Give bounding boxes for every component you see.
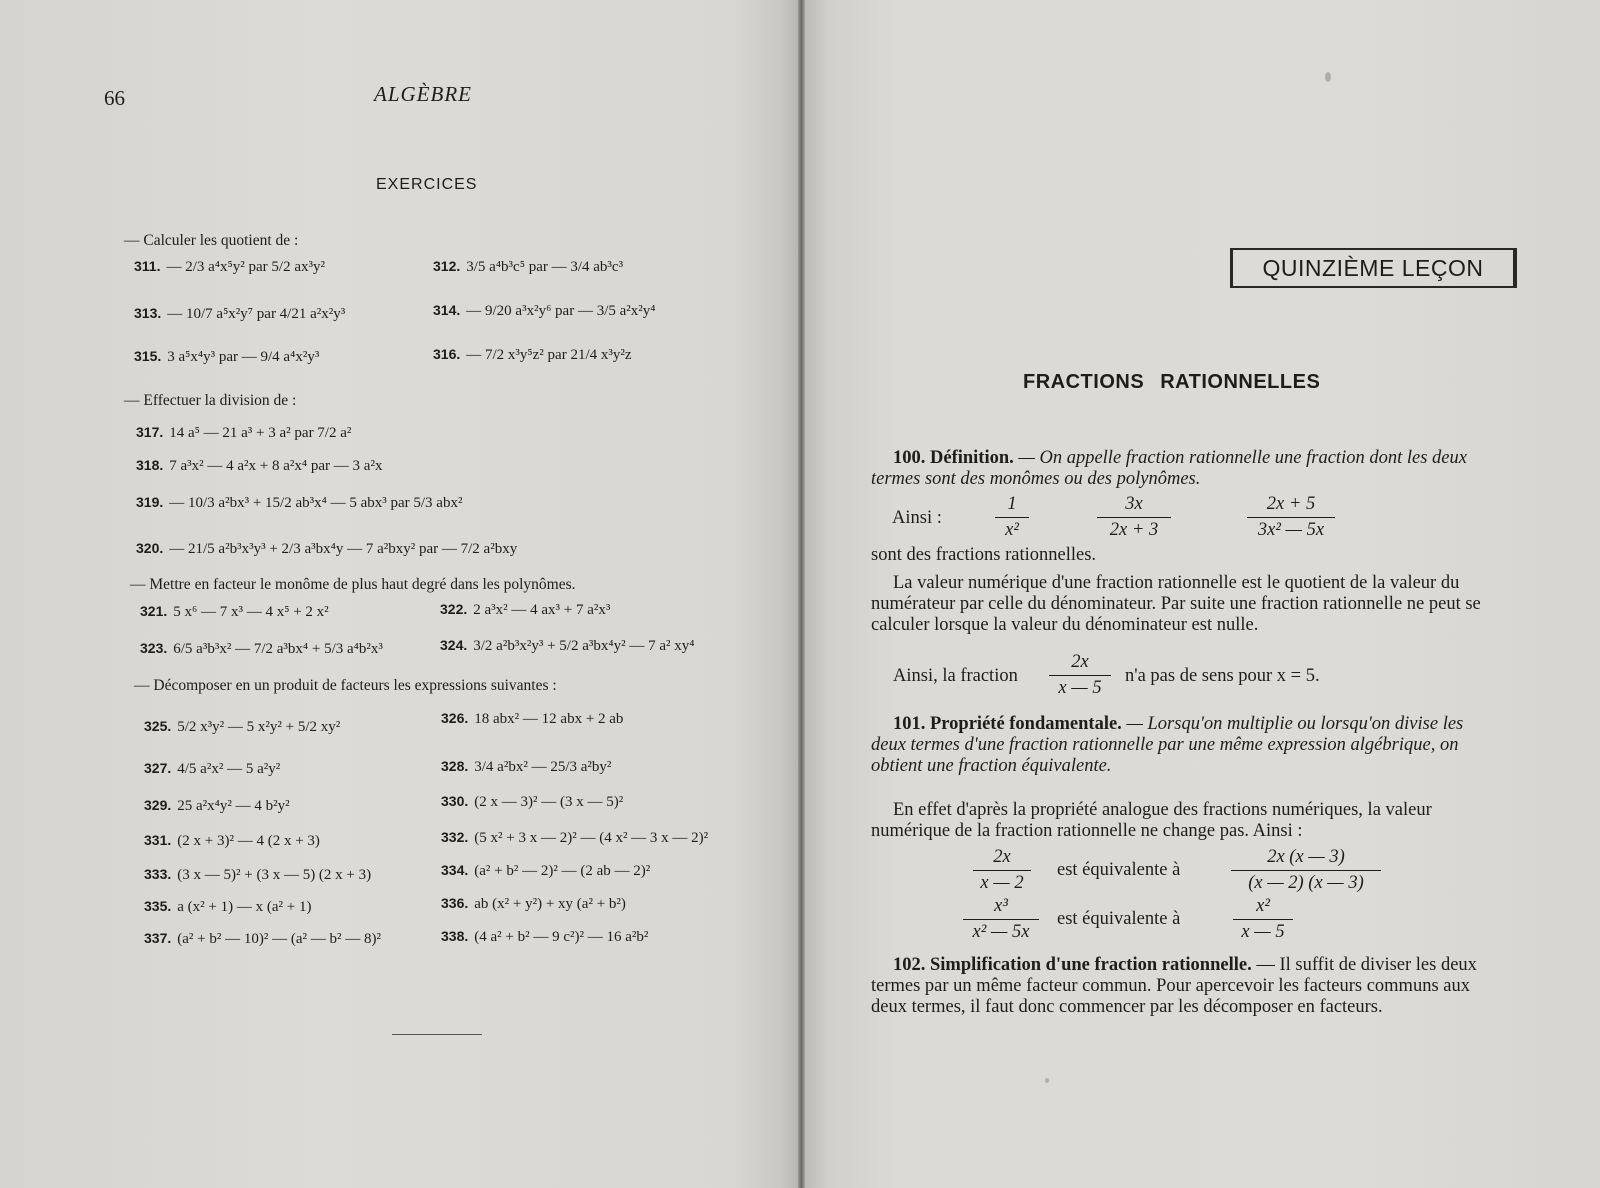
fraction-denominator: x — 2 <box>980 873 1024 893</box>
ainsi-la-fraction: Ainsi, la fraction <box>893 666 1018 686</box>
ainsi-label: Ainsi : <box>892 508 942 528</box>
example-fraction-2 <box>1097 494 1171 541</box>
exercise-330 <box>441 793 623 811</box>
exercise-number: 319. <box>136 494 164 510</box>
exercise-331 <box>144 832 320 850</box>
exercise-text: (4 a² + b² — 9 c²)² — 16 a²b² <box>474 929 649 945</box>
exercise-text: (2 x + 3)² — 4 (2 x + 3) <box>177 833 320 849</box>
equiv-1-right <box>1231 847 1381 894</box>
section-101-property <box>871 714 1483 777</box>
exercise-325 <box>144 718 340 736</box>
exercise-number: 327. <box>144 760 172 776</box>
exercise-text: 18 abx² — 12 abx + 2 ab <box>474 711 624 727</box>
exercise-number: 316. <box>433 346 461 362</box>
exercise-number: 331. <box>144 832 172 848</box>
fraction-numerator: 3x <box>1097 494 1171 518</box>
exercise-number: 322. <box>440 601 468 617</box>
exercise-323 <box>140 640 383 658</box>
exercise-text: 3/5 a⁴b³c⁵ par — 3/4 ab³c³ <box>466 259 624 275</box>
exercise-332 <box>441 829 708 847</box>
exercise-313 <box>134 305 345 323</box>
exercise-text: — 9/20 a³x²y⁶ par — 3/5 a²x²y⁴ <box>466 303 656 319</box>
effet-paragraph: En effet d'après la propriété analogue des fractions numériques, la valeur numérique de la fraction rationnelle ne change pas. Ainsi : <box>871 800 1432 841</box>
exercise-text: (a² + b² — 2)² — (2 ab — 2)² <box>474 863 651 879</box>
exercise-321 <box>140 603 329 621</box>
exercise-text: 3/4 a²bx² — 25/3 a²by² <box>474 759 612 775</box>
no-sense-text: n'a pas de sens pour x = 5. <box>1125 666 1320 686</box>
exercise-number: 313. <box>134 305 162 321</box>
exercise-number: 326. <box>441 710 469 726</box>
example-fraction-3 <box>1247 494 1335 541</box>
section-101-body: — Lorsqu'on multiplie ou lorsqu'on divise les deux termes d'une fraction rationnelle par une même expression algébrique, on obtient une fraction équivalente. <box>871 714 1464 776</box>
exercise-text: ab (x² + y²) + xy (a² + b²) <box>474 896 626 912</box>
exercise-number: 318. <box>136 457 164 473</box>
paper-speck <box>1045 1078 1049 1083</box>
exercise-text: 5/2 x³y² — 5 x²y² + 5/2 xy² <box>177 719 341 735</box>
example-fraction-1 <box>995 494 1029 541</box>
fraction-numerator: x³ <box>963 896 1039 920</box>
exercise-number: 315. <box>134 348 162 364</box>
exercise-text: 25 a²x⁴y² — 4 b²y² <box>177 798 290 814</box>
running-title: ALGÈBRE <box>374 82 472 106</box>
exercise-text: 3 a⁵x⁴y³ par — 9/4 a⁴x²y³ <box>167 349 320 365</box>
fraction-denominator: 2x + 3 <box>1109 520 1159 540</box>
fraction-denominator: 3x² — 5x <box>1257 520 1325 540</box>
exercise-329 <box>144 797 290 815</box>
lesson-label: QUINZIÈME LEÇON <box>1230 248 1517 288</box>
fraction-denominator: (x — 2) (x — 3) <box>1248 873 1364 893</box>
exercise-text: — 21/5 a²b³x³y³ + 2/3 a³bx⁴y — 7 a²bxy² par — 7/2 a²bxy <box>169 541 518 557</box>
exercise-number: 333. <box>144 866 172 882</box>
prompt-division: — Effectuer la division de : <box>124 392 297 409</box>
exercise-number: 321. <box>140 603 168 619</box>
exercise-text: (3 x — 5)² + (3 x — 5) (2 x + 3) <box>177 867 372 883</box>
prompt-quotient: — Calculer les quotient de : <box>124 232 299 249</box>
exercise-number: 323. <box>140 640 168 656</box>
exercise-text: 3/2 a²b³x²y³ + 5/2 a³bx⁴y² — 7 a² xy⁴ <box>473 638 695 654</box>
fraction-numerator: 2x <box>973 847 1031 871</box>
book-gutter <box>798 0 805 1188</box>
exercise-text: 14 a⁵ — 21 a³ + 3 a² par 7/2 a² <box>169 425 352 441</box>
exercise-number: 328. <box>441 758 469 774</box>
fraction-numerator: 2x + 5 <box>1247 494 1335 518</box>
exercise-314 <box>433 302 656 320</box>
exercises-title: EXERCICES <box>376 176 478 193</box>
fraction-example <box>1049 652 1111 699</box>
section-100-definition <box>871 448 1483 490</box>
exercise-text: (a² + b² — 10)² — (a² — b² — 8)² <box>177 931 381 947</box>
exercise-number: 320. <box>136 540 164 556</box>
exercise-text: — 10/3 a²bx³ + 15/2 ab³x⁴ — 5 abx³ par 5/3 abx² <box>169 495 463 511</box>
exercise-text: 4/5 a²x² — 5 a²y² <box>177 761 281 777</box>
section-102-body: — Il suffit de diviser les deux termes par un même facteur commun. Pour apercevoir les facteurs communs aux deux termes, il faut donc commencer par les décomposer en facteurs. <box>871 955 1477 1017</box>
equiv-2-left <box>963 896 1039 943</box>
exercise-337 <box>144 930 381 948</box>
exercise-number: 317. <box>136 424 164 440</box>
prompt-factor: — Mettre en facteur le monôme de plus haut degré dans les polynômes. <box>130 576 576 593</box>
equiv-1-text: est équivalente à <box>1057 860 1181 880</box>
exercise-number: 334. <box>441 862 469 878</box>
exercise-312 <box>433 258 623 276</box>
exercise-text: (2 x — 3)² — (3 x — 5)² <box>474 794 624 810</box>
exercise-328 <box>441 758 611 776</box>
right-page <box>805 0 1600 1188</box>
chapter-title: FRACTIONS RATIONNELLES <box>1023 371 1321 393</box>
sont-text: sont des fractions rationnelles. <box>871 545 1097 565</box>
exercise-number: 337. <box>144 930 172 946</box>
fraction-denominator: x — 5 <box>1241 922 1285 942</box>
equiv-2-text: est équivalente à <box>1057 909 1181 929</box>
fraction-numerator: 2x (x — 3) <box>1231 847 1381 871</box>
exercise-text: — 7/2 x³y⁵z² par 21/4 x³y²z <box>466 347 632 363</box>
exercise-number: 335. <box>144 898 172 914</box>
exercise-number: 314. <box>433 302 461 318</box>
section-102-simplification <box>871 955 1483 1018</box>
exercise-number: 324. <box>440 637 468 653</box>
closing-rule <box>392 1034 482 1035</box>
equiv-1-left <box>973 847 1031 894</box>
exercise-311 <box>134 258 325 276</box>
exercise-number: 332. <box>441 829 469 845</box>
exercise-number: 336. <box>441 895 469 911</box>
section-102-heading: 102. Simplification d'une fraction rationnelle. <box>893 955 1252 975</box>
exercise-322 <box>440 601 610 619</box>
page-number: 66 <box>104 86 125 110</box>
section-100-body: — On appelle fraction rationnelle une fraction dont les deux termes sont des monômes ou des polynômes. <box>871 448 1467 489</box>
exercise-number: 312. <box>433 258 461 274</box>
exercise-text: — 2/3 a⁴x⁵y² par 5/2 ax³y² <box>166 259 325 275</box>
exercise-text: (5 x² + 3 x — 2)² — (4 x² — 3 x — 2)² <box>474 830 709 846</box>
exercise-320 <box>136 540 517 558</box>
exercise-316 <box>433 346 632 364</box>
exercise-number: 311. <box>134 258 161 274</box>
fraction-denominator: x — 5 <box>1058 678 1102 698</box>
exercise-334 <box>441 862 650 880</box>
exercise-number: 325. <box>144 718 172 734</box>
paper-speck <box>1325 72 1331 82</box>
exercise-326 <box>441 710 623 728</box>
exercise-338 <box>441 928 648 946</box>
exercise-315 <box>134 348 319 366</box>
equiv-2-right <box>1233 896 1293 943</box>
exercise-number: 329. <box>144 797 172 813</box>
exercise-number: 330. <box>441 793 469 809</box>
exercise-318 <box>136 457 382 475</box>
exercise-317 <box>136 424 351 442</box>
exercise-number: 338. <box>441 928 469 944</box>
section-100-heading: 100. Définition. <box>893 448 1014 468</box>
exercise-335 <box>144 898 311 916</box>
fraction-denominator: x² — 5x <box>972 922 1030 942</box>
fraction-numerator: x² <box>1233 896 1293 920</box>
exercise-text: 6/5 a³b³x² — 7/2 a³bx⁴ + 5/3 a⁴b²x³ <box>173 641 383 657</box>
exercise-324 <box>440 637 694 655</box>
exercise-333 <box>144 866 371 884</box>
fraction-denominator: x² <box>1005 520 1019 540</box>
section-101-heading: 101. Propriété fondamentale. <box>893 714 1122 734</box>
left-page <box>0 0 798 1188</box>
exercise-text: 2 a³x² — 4 ax³ + 7 a²x³ <box>473 602 611 618</box>
exercise-327 <box>144 760 280 778</box>
exercise-336 <box>441 895 626 913</box>
exercise-text: 5 x⁶ — 7 x³ — 4 x⁵ + 2 x² <box>173 604 329 620</box>
fraction-numerator: 1 <box>995 494 1029 518</box>
exercise-319 <box>136 494 462 512</box>
prompt-decompose: — Décomposer en un produit de facteurs les expressions suivantes : <box>134 677 557 694</box>
fraction-numerator: 2x <box>1049 652 1111 676</box>
exercise-text: a (x² + 1) — x (a² + 1) <box>177 899 312 915</box>
exercise-text: — 10/7 a⁵x²y⁷ par 4/21 a²x²y³ <box>167 306 346 322</box>
valeur-paragraph: La valeur numérique d'une fraction rationnelle est le quotient de la valeur du numérateur par celle du dénominateur. Par suite une fraction rationnelle ne peut se calculer lorsque la valeur du dénominateur est nulle. <box>871 573 1481 635</box>
exercise-text: 7 a³x² — 4 a²x + 8 a²x⁴ par — 3 a²x <box>169 458 383 474</box>
